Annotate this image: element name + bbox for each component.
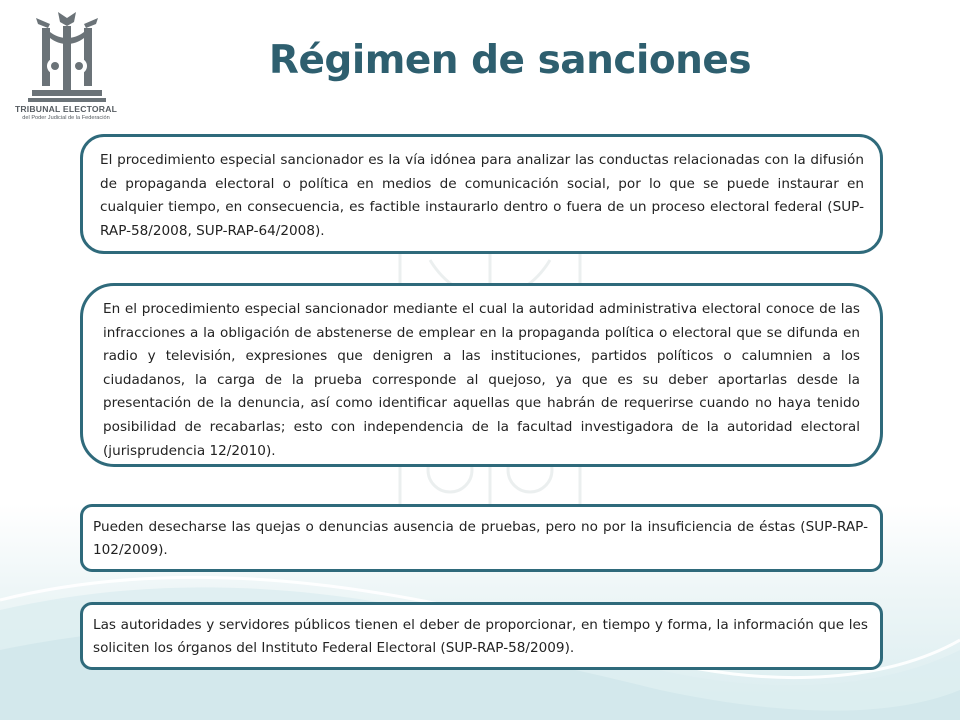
text-box-3 [80, 504, 883, 572]
paragraph-3: Pueden desecharse las quejas o denuncias ausencia de pruebas, pero no por la insuficiencia de éstas (SUP-RAP-102/2009). [93, 519, 868, 558]
logo-text-subtitle: del Poder Judicial de la Federación [22, 115, 110, 121]
logo [14, 10, 118, 122]
paragraph-2: En el procedimiento especial sancionador mediante el cual la autoridad administrativa electoral conoce de las infracciones a la obligación de abstenerse de emplear en la propaganda política o electoral que se difunda en radio y televisión, expresiones que denigren a las instituciones, partidos políticos o calumnien a los ciudadanos, la carga de la prueba corresponde al quejoso, ya que es su deber aportarlas desde la presentación de la denuncia, así como identificar aquellas que habrán de requerirse cuando no haya tenido posibilidad de recabarlas; esto con independencia de la facultad investigadora de la autoridad electoral (jurisprudencia 12/2010). [103, 301, 860, 459]
logo-text-title: TRIBUNAL ELECTORAL [14, 104, 118, 114]
text-box-2 [80, 283, 883, 467]
paragraph-1: El procedimiento especial sancionador es la vía idónea para analizar las conductas relacionadas con la difusión de propaganda electoral o política en medios de comunicación social, por lo que se puede instaurar en cualquier tiempo, en consecuencia, es factible instaurarlo dentro o fuera de un proceso electoral federal (SUP-RAP-58/2008, SUP-RAP-64/2008). [100, 152, 864, 239]
tribunal-emblem-icon [28, 10, 106, 102]
text-box-1 [80, 134, 883, 254]
paragraph-4: Las autoridades y servidores públicos tienen el deber de proporcionar, en tiempo y forma, la información que les soliciten los órganos del Instituto Federal Electoral (SUP-RAP-58/2009). [93, 617, 868, 656]
text-box-4 [80, 602, 883, 670]
page-title: Régimen de sanciones [268, 38, 752, 83]
